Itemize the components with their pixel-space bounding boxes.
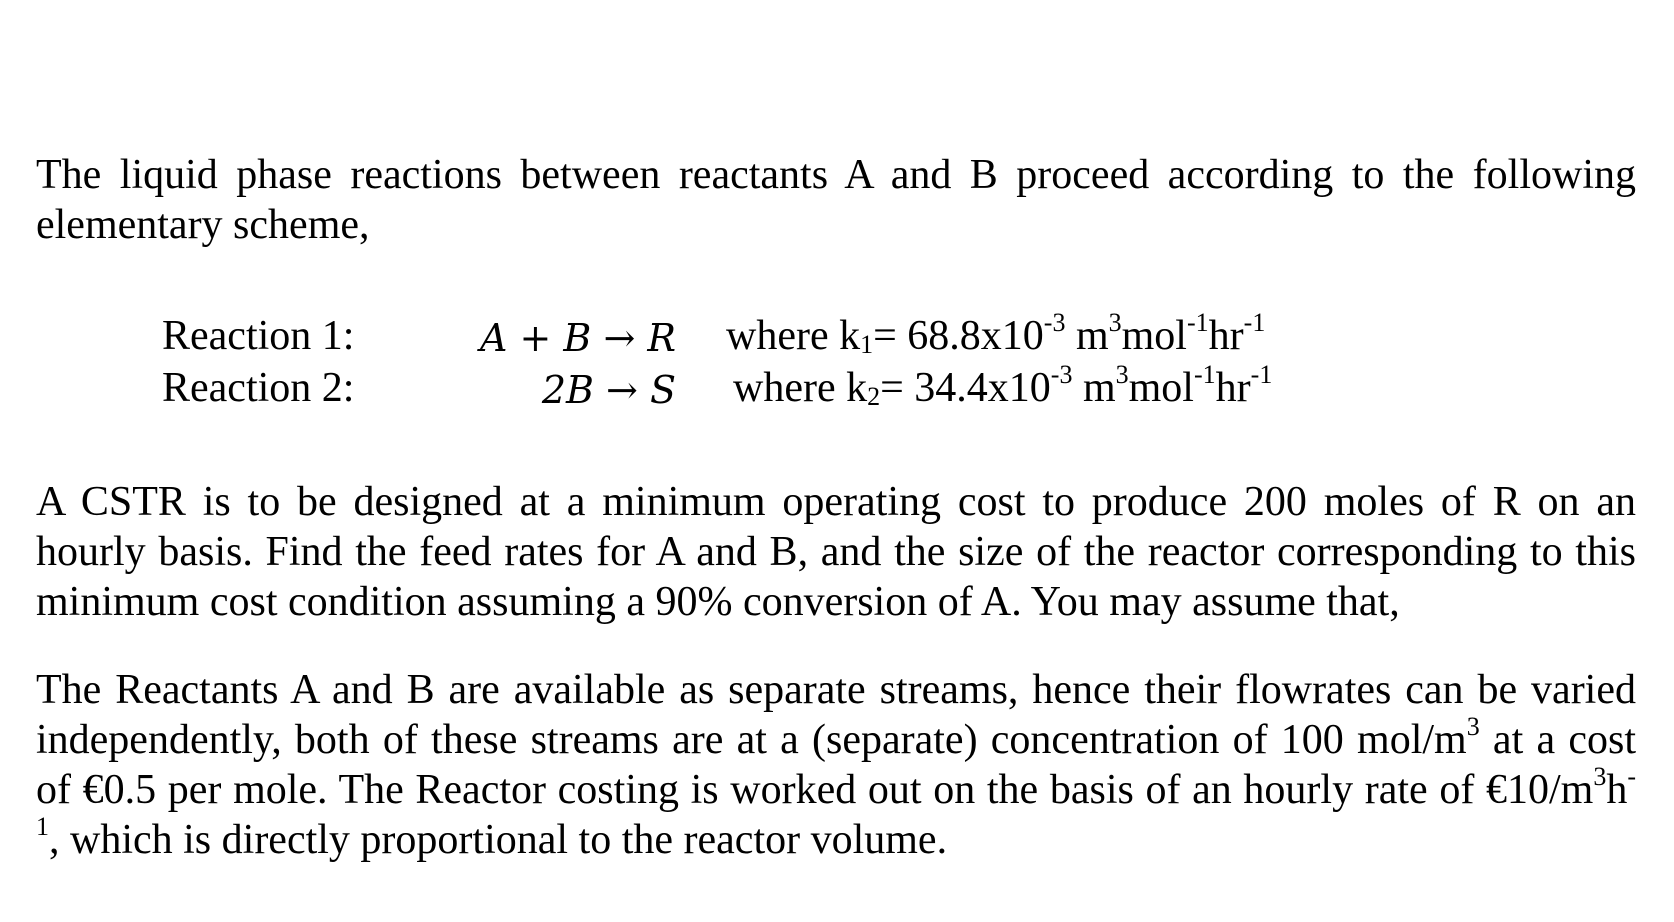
rate-prefix: where k (733, 365, 868, 411)
reaction-scheme (36, 308, 1636, 422)
reaction-row-1 (36, 308, 1636, 364)
rate-constant (726, 308, 1266, 360)
arrow-icon: → (606, 368, 638, 412)
rate-value: = 68.8x10 (873, 313, 1044, 359)
reaction-row-2 (36, 360, 1636, 416)
unit-hr-exponent: -1 (1243, 308, 1266, 337)
assumption-exponent-3: -1 (36, 762, 1636, 841)
arrow-icon: → (603, 316, 636, 360)
reaction-label: Reaction 1: (162, 313, 355, 359)
rate-exponent: -3 (1043, 308, 1066, 337)
equation-lhs: A + B (479, 316, 592, 360)
assumption-text-1: The Reactants A and B are available as separate streams, hence their flowrates can be varied independently, both of these streams are at a (separate) concentration of 100 mol/m (36, 667, 1636, 763)
rate-constant (733, 360, 1273, 412)
unit-mol: mol (1128, 365, 1194, 411)
intro-paragraph: The liquid phase reactions between reactants A and B proceed according to the following elementary scheme, (36, 152, 1636, 248)
assumption-text-4: , which is directly proportional to the reactor volume. (49, 817, 948, 863)
unit-m: m (1065, 313, 1109, 359)
assumption-text-3: h (1606, 767, 1628, 813)
unit-hr-exponent: -1 (1250, 360, 1273, 389)
unit-mol-exponent: -1 (1193, 360, 1216, 389)
assumption-paragraph (36, 665, 1636, 865)
assumption-text-2: at a cost of €0.5 per mole. The Reactor costing is worked out on the basis of an hourly rate of €10/m (36, 717, 1637, 813)
document-page (36, 150, 1636, 865)
rate-exponent: -3 (1050, 360, 1073, 389)
task-paragraph: A CSTR is to be designed at a minimum operating cost to produce 200 moles of R on an hourly basis. Find the feed rates for A and B, and the size of the reactor corresponding to this minimum cost condition assuming a 90% conversion of A. You may assume that, (36, 479, 1636, 625)
equation-rhs: R (647, 316, 676, 360)
equation-lhs: 2B (541, 368, 594, 412)
reaction-equation (542, 364, 676, 416)
rate-value: = 34.4x10 (880, 365, 1051, 411)
unit-mol-exponent: -1 (1186, 308, 1209, 337)
rate-subscript: 1 (860, 330, 874, 359)
unit-hr: hr (1215, 365, 1251, 411)
assumption-exponent-2: 3 (1593, 762, 1607, 791)
rate-prefix: where k (726, 313, 861, 359)
reaction-label: Reaction 2: (162, 365, 355, 411)
unit-m: m (1072, 365, 1116, 411)
unit-m-exponent: 3 (1108, 308, 1122, 337)
unit-hr: hr (1208, 313, 1244, 359)
reaction-equation (480, 312, 676, 364)
unit-mol: mol (1121, 313, 1187, 359)
unit-m-exponent: 3 (1115, 360, 1129, 389)
assumption-exponent-1: 3 (1466, 712, 1480, 741)
equation-rhs: S (649, 368, 676, 412)
rate-subscript: 2 (867, 382, 881, 411)
